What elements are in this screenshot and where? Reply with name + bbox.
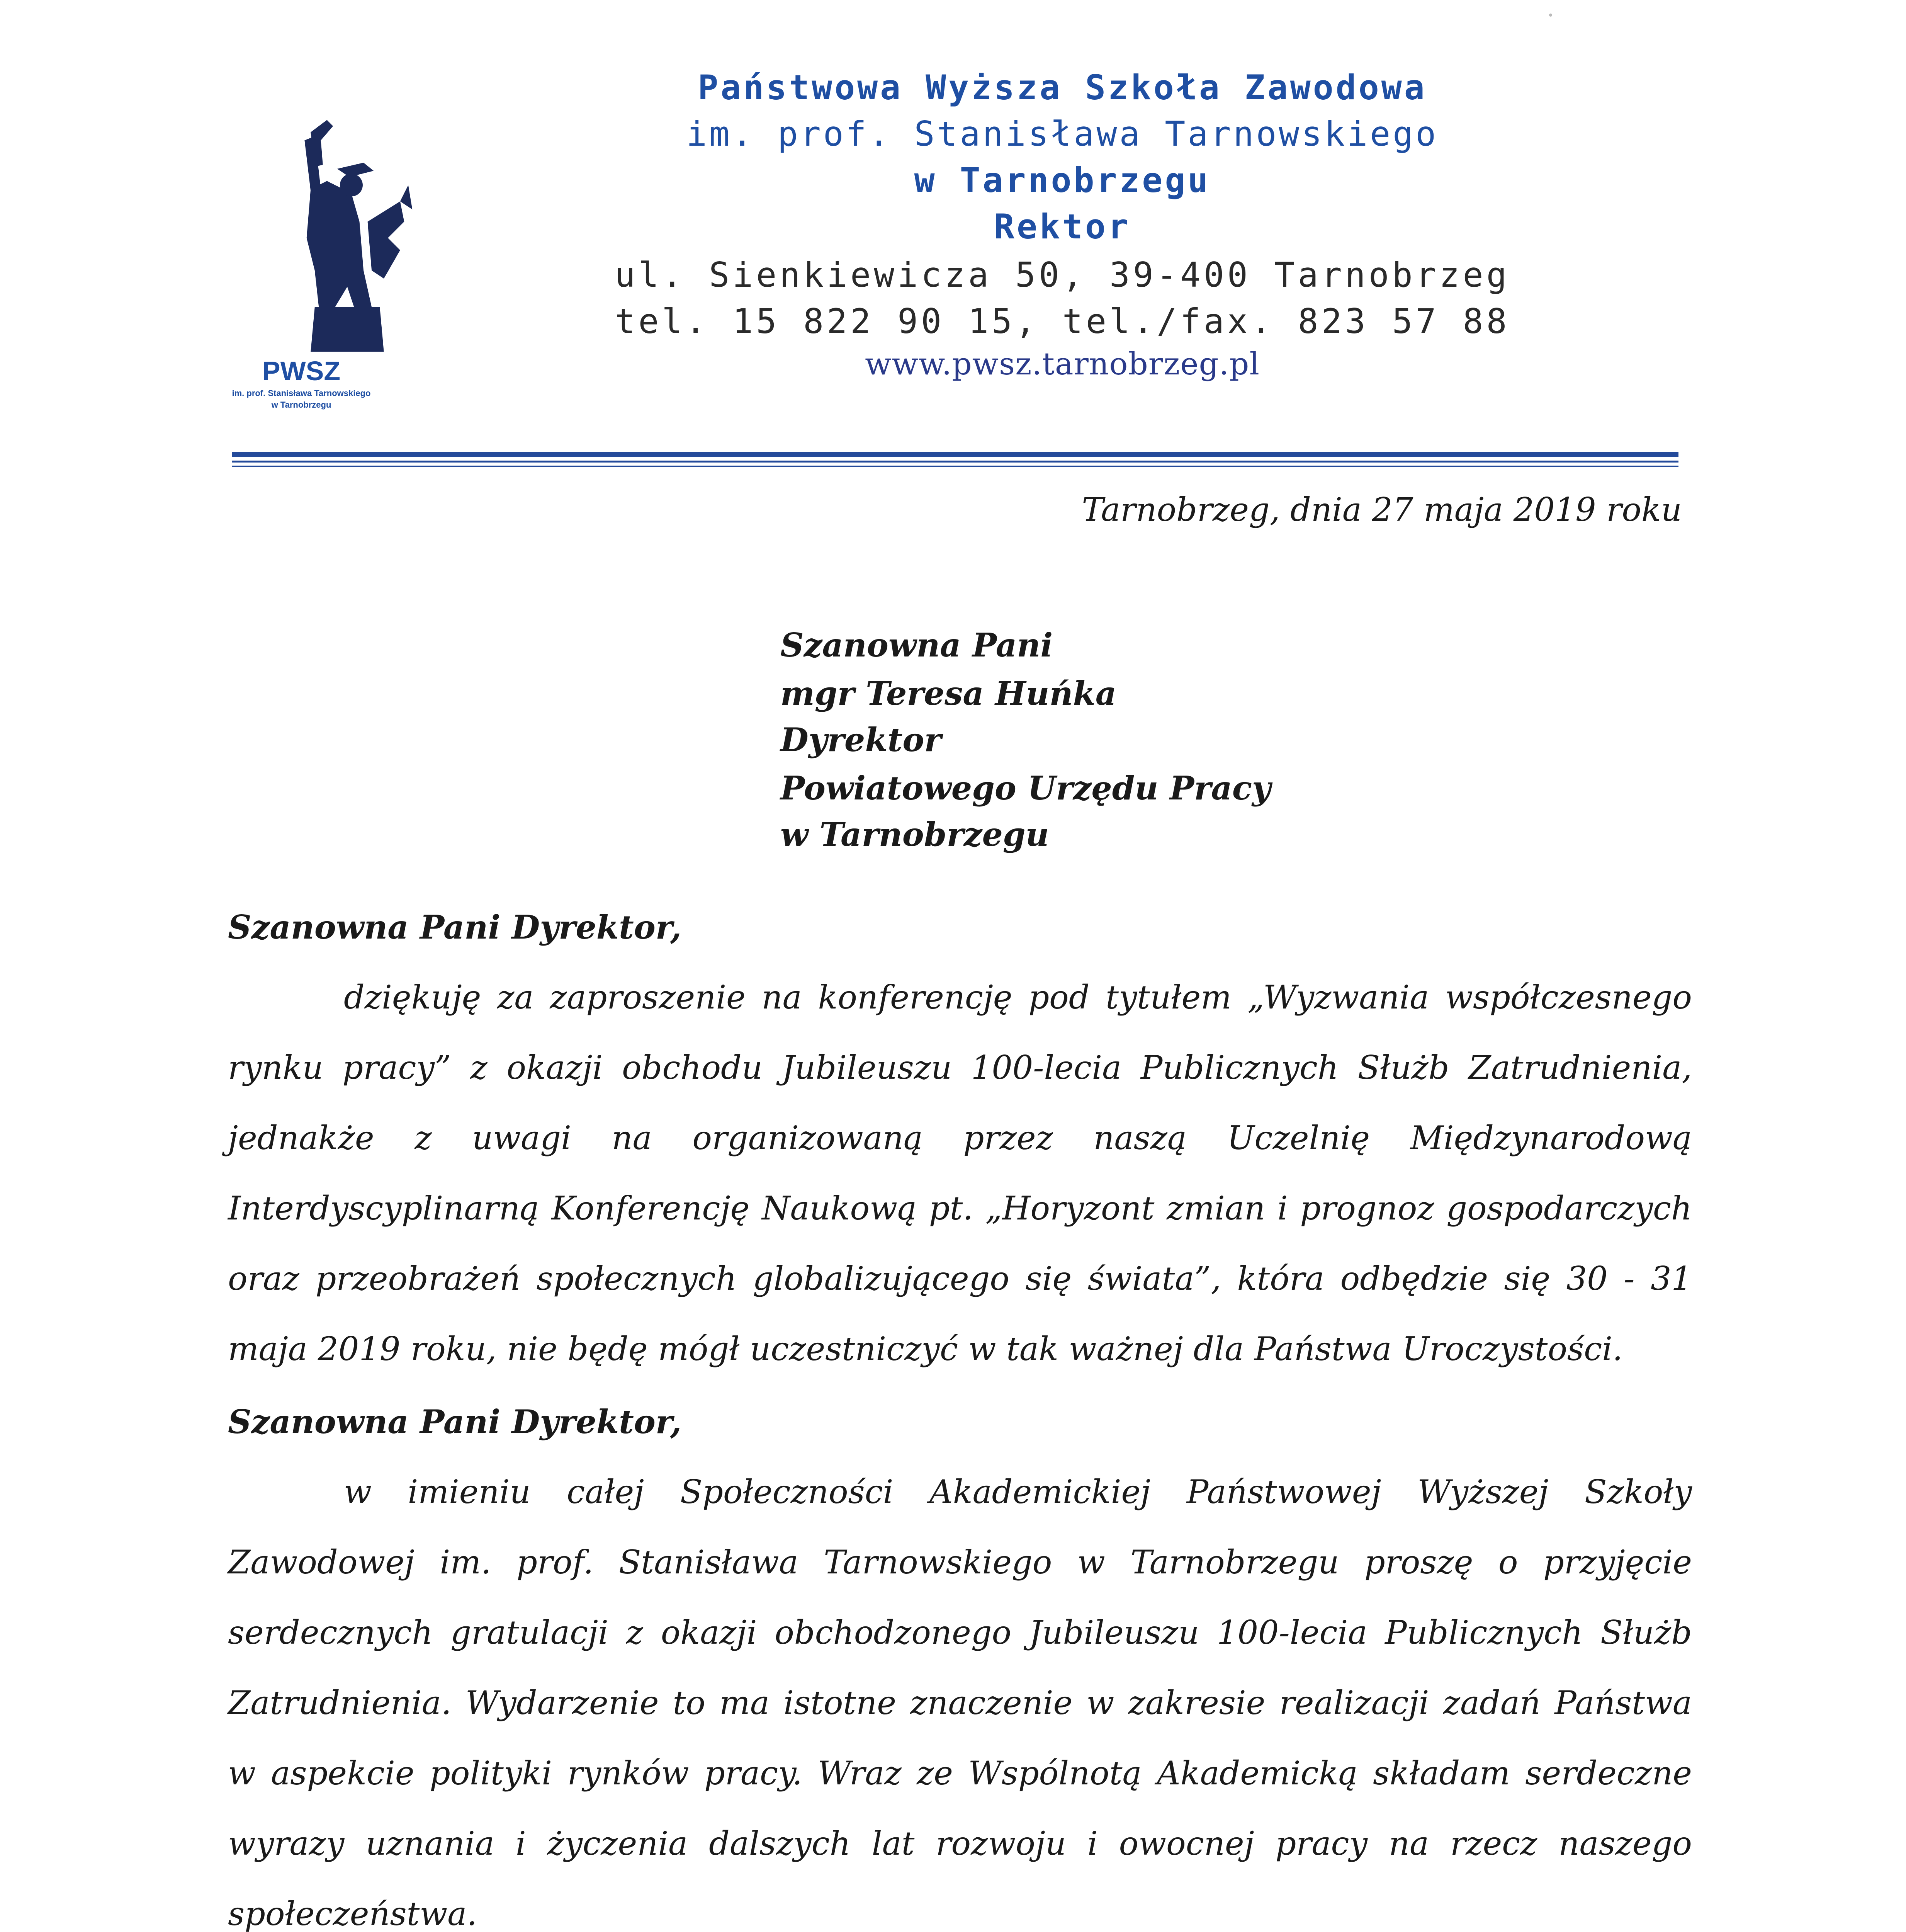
address: ul. Sienkiewicza 50, 39-400 Tarnobrzeg — [615, 255, 1510, 295]
body-paragraph: dziękuję za zaproszenie na konferencję pod tytułem „Wyzwania współczesnego rynku pracy” z okazji obchodu Jubileuszu 100-lecia Publicznych Służb Zatrudnienia, jednakże z uwagi na organizowaną przez naszą Uczelnię Międzynarodową Interdyscyplinarną Konferencję Naukową pt. „Horyzont zmian i prognoz gospodarczych oraz przeobrażeń społecznych globalizującego się świata”, która odbędzie się 30 - 31 maja 2019 roku, nie będę mógł uczestniczyć w tak ważnej dla Państwa Uroczystości. — [228, 978, 1692, 1368]
scan-speck — [1549, 14, 1552, 17]
recipient-line: w Tarnobrzegu — [780, 815, 1049, 854]
logo-subtitle: im. prof. Stanisława Tarnowskiego — [232, 388, 371, 398]
salutation: Szanowna Pani Dyrektor, — [228, 1403, 682, 1441]
institution-name: Państwowa Wyższa Szkoła Zawodowa — [698, 68, 1427, 107]
office-title: Rektor — [994, 207, 1131, 247]
logo-wordmark: PWSZ — [262, 356, 341, 386]
recipient-line: Powiatowego Urzędu Pracy — [780, 769, 1271, 807]
header-divider — [232, 452, 1678, 457]
website-link[interactable]: www.pwsz.tarnobrzeg.pl — [865, 346, 1260, 382]
header-divider — [232, 466, 1678, 467]
recipient-line: mgr Teresa Huńka — [780, 674, 1117, 713]
salutation: Szanowna Pani Dyrektor, — [228, 908, 682, 946]
header-divider — [232, 461, 1678, 463]
body-paragraph: w imieniu całej Społeczności Akademickiej Państwowej Wyższej Szkoły Zawodowej im. prof. Stanisława Tarnowskiego w Tarnobrzegu proszę o przyjęcie serdecznych gratulacji z okazji obchodzonego Jubileuszu 100-lecia Publicznych Służb Zatrudnienia. Wydarzenie to ma istotne znaczenie w zakresie realizacji zadań Państwa w aspekcie polityki rynków pracy. Wraz ze Wspólnotą Akademicką składam serdeczne wyrazy uznania i życzenia dalszych lat rozwoju i owocnej pracy na rzecz naszego społeczeństwa. — [228, 1473, 1692, 1932]
phone-numbers: tel. 15 822 90 15, tel./fax. 823 57 88 — [615, 301, 1510, 341]
recipient-line: Dyrektor — [780, 721, 941, 759]
letter-date: Tarnobrzeg, dnia 27 maja 2019 roku — [1082, 491, 1682, 529]
institution-patron: im. prof. Stanisława Tarnowskiego — [686, 114, 1439, 154]
recipient-line: Szanowna Pani — [780, 626, 1053, 664]
logo-subtitle-city: w Tarnobrzegu — [271, 400, 331, 410]
institution-city: w Tarnobrzegu — [914, 160, 1211, 200]
university-logo — [216, 116, 494, 425]
